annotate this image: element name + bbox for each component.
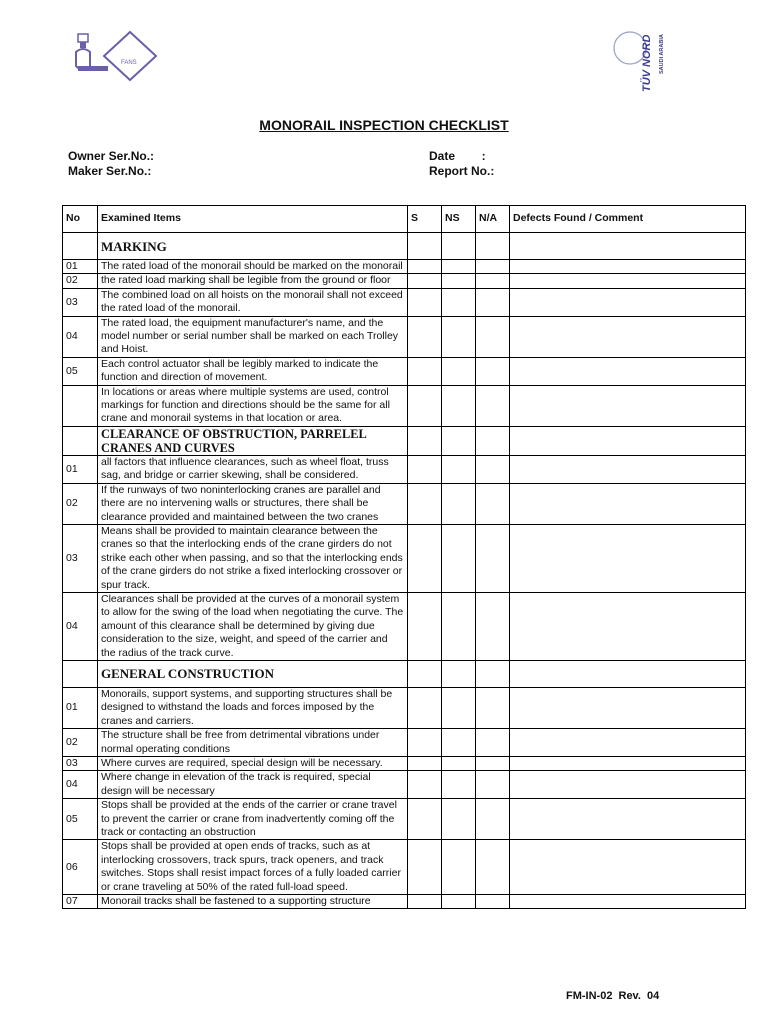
section-no-cell bbox=[63, 660, 98, 687]
examined-item-text: Where curves are required, special design will be necessary. bbox=[98, 757, 408, 771]
defects-comment-cell[interactable] bbox=[510, 687, 746, 728]
date-label: Date : bbox=[429, 149, 486, 163]
section-na-cell bbox=[476, 660, 510, 687]
section-title: MARKING bbox=[98, 233, 408, 260]
inspection-checklist-table bbox=[62, 205, 746, 909]
owner-ser-no-label: Owner Ser.No.: bbox=[68, 149, 155, 163]
table-row bbox=[63, 757, 746, 771]
na-cell[interactable] bbox=[476, 455, 510, 483]
examined-item-text: The combined load on all hoists on the monorail shall not exceed the rated load of the monorail. bbox=[98, 288, 408, 316]
defects-comment-cell[interactable] bbox=[510, 274, 746, 288]
section-row bbox=[63, 233, 746, 260]
defects-comment-cell[interactable] bbox=[510, 260, 746, 274]
ns-cell[interactable] bbox=[442, 757, 476, 771]
defects-comment-cell[interactable] bbox=[510, 895, 746, 909]
examined-item-text: Clearances shall be provided at the curves of a monorail system to allow for the swing of the load when negotiating the curve. The amount of this clearance shall be determined by giving due consideration to the size, weight, and speed of the carrier and the radius of the track curve. bbox=[98, 592, 408, 660]
ns-cell[interactable] bbox=[442, 840, 476, 895]
section-ns-cell bbox=[442, 660, 476, 687]
section-defects-cell bbox=[510, 660, 746, 687]
defects-comment-cell[interactable] bbox=[510, 840, 746, 895]
table-row bbox=[63, 729, 746, 757]
table-row bbox=[63, 895, 746, 909]
table-row bbox=[63, 274, 746, 288]
checklist-body bbox=[63, 233, 746, 909]
examined-item-text: the rated load marking shall be legible from the ground or floor bbox=[98, 274, 408, 288]
row-number: 06 bbox=[63, 840, 98, 895]
ns-cell[interactable] bbox=[442, 592, 476, 660]
s-cell[interactable] bbox=[408, 799, 442, 840]
s-cell[interactable] bbox=[408, 274, 442, 288]
s-cell[interactable] bbox=[408, 260, 442, 274]
s-cell[interactable] bbox=[408, 385, 442, 426]
table-row bbox=[63, 840, 746, 895]
report-no-label: Report No.: bbox=[429, 164, 495, 178]
s-cell[interactable] bbox=[408, 729, 442, 757]
header-s: S bbox=[408, 206, 442, 233]
maker-ser-no-label: Maker Ser.No.: bbox=[68, 164, 152, 178]
row-number bbox=[63, 385, 98, 426]
na-cell[interactable] bbox=[476, 316, 510, 357]
examined-item-text: all factors that influence clearances, such as wheel float, truss sag, and bridge or carrier skewing, shall be considered. bbox=[98, 455, 408, 483]
na-cell[interactable] bbox=[476, 757, 510, 771]
na-cell[interactable] bbox=[476, 274, 510, 288]
row-number: 02 bbox=[63, 483, 98, 524]
na-cell[interactable] bbox=[476, 592, 510, 660]
row-number: 01 bbox=[63, 455, 98, 483]
table-row bbox=[63, 260, 746, 274]
table-row bbox=[63, 385, 746, 426]
ns-cell[interactable] bbox=[442, 357, 476, 385]
header-defects: Defects Found / Comment bbox=[510, 206, 746, 233]
row-number: 03 bbox=[63, 524, 98, 592]
header-ns: NS bbox=[442, 206, 476, 233]
row-number: 04 bbox=[63, 316, 98, 357]
na-cell[interactable] bbox=[476, 729, 510, 757]
na-cell[interactable] bbox=[476, 288, 510, 316]
row-number: 05 bbox=[63, 799, 98, 840]
examined-item-text: The structure shall be free from detrimental vibrations under normal operating conditions bbox=[98, 729, 408, 757]
examined-item-text: Where change in elevation of the track is required, special design will be necessary bbox=[98, 771, 408, 799]
header-na: N/A bbox=[476, 206, 510, 233]
row-number: 02 bbox=[63, 274, 98, 288]
section-no-cell bbox=[63, 426, 98, 455]
ns-cell[interactable] bbox=[442, 729, 476, 757]
s-cell[interactable] bbox=[408, 771, 442, 799]
row-number: 05 bbox=[63, 357, 98, 385]
s-cell[interactable] bbox=[408, 757, 442, 771]
ns-cell[interactable] bbox=[442, 274, 476, 288]
section-title: CLEARANCE OF OBSTRUCTION, PARRELEL CRANES AND CURVES bbox=[98, 426, 408, 455]
defects-comment-cell[interactable] bbox=[510, 771, 746, 799]
table-row bbox=[63, 316, 746, 357]
s-cell[interactable] bbox=[408, 316, 442, 357]
na-cell[interactable] bbox=[476, 385, 510, 426]
row-number: 01 bbox=[63, 687, 98, 728]
na-cell[interactable] bbox=[476, 524, 510, 592]
form-code-footer: FM-IN-02 Rev. 04 bbox=[566, 990, 660, 1002]
s-cell[interactable] bbox=[408, 483, 442, 524]
section-no-cell bbox=[63, 233, 98, 260]
section-row bbox=[63, 426, 746, 455]
s-cell[interactable] bbox=[408, 455, 442, 483]
ns-cell[interactable] bbox=[442, 524, 476, 592]
section-ns-cell bbox=[442, 233, 476, 260]
defects-comment-cell[interactable] bbox=[510, 357, 746, 385]
na-cell[interactable] bbox=[476, 840, 510, 895]
defects-comment-cell[interactable] bbox=[510, 385, 746, 426]
section-s-cell bbox=[408, 660, 442, 687]
table-row bbox=[63, 771, 746, 799]
serial-fields bbox=[68, 149, 154, 179]
section-s-cell bbox=[408, 233, 442, 260]
tamimi-logo-icon bbox=[68, 26, 160, 86]
na-cell[interactable] bbox=[476, 260, 510, 274]
defects-comment-cell[interactable] bbox=[510, 729, 746, 757]
section-s-cell bbox=[408, 426, 442, 455]
company-logo-left bbox=[68, 26, 160, 86]
s-cell[interactable] bbox=[408, 592, 442, 660]
header-no: No bbox=[63, 206, 98, 233]
defects-comment-cell[interactable] bbox=[510, 524, 746, 592]
examined-item-text: Stops shall be provided at open ends of tracks, such as at interlocking crossovers, track spurs, track openers, and track switches. Stops shall resist impact forces of a fully loaded carrier or crane traveling at 50% of the rated full-load speed. bbox=[98, 840, 408, 895]
na-cell[interactable] bbox=[476, 771, 510, 799]
section-row bbox=[63, 660, 746, 687]
tuv-nord-logo-icon bbox=[600, 26, 670, 96]
ns-cell[interactable] bbox=[442, 483, 476, 524]
section-defects-cell bbox=[510, 233, 746, 260]
row-number: 02 bbox=[63, 729, 98, 757]
ns-cell[interactable] bbox=[442, 385, 476, 426]
logo-left-text: FANS bbox=[121, 60, 137, 66]
table-header-row bbox=[63, 206, 746, 233]
report-fields bbox=[429, 149, 494, 179]
section-title: GENERAL CONSTRUCTION bbox=[98, 660, 408, 687]
table-row bbox=[63, 592, 746, 660]
table-row bbox=[63, 799, 746, 840]
examined-item-text: The rated load, the equipment manufacturer's name, and the model number or serial number shall be marked on each Trolley and Hoist. bbox=[98, 316, 408, 357]
row-number: 01 bbox=[63, 260, 98, 274]
defects-comment-cell[interactable] bbox=[510, 483, 746, 524]
s-cell[interactable] bbox=[408, 840, 442, 895]
examined-item-text: Monorail tracks shall be fastened to a supporting structure bbox=[98, 895, 408, 909]
s-cell[interactable] bbox=[408, 524, 442, 592]
na-cell[interactable] bbox=[476, 687, 510, 728]
defects-comment-cell[interactable] bbox=[510, 316, 746, 357]
row-number: 04 bbox=[63, 771, 98, 799]
na-cell[interactable] bbox=[476, 483, 510, 524]
examined-item-text: Means shall be provided to maintain clearance between the cranes so that the interlocking ends of the crane girders do not strike each other when passing, and so that the interlocking ends of the crane girders do not strike a fixed interlocking crossover or spur track. bbox=[98, 524, 408, 592]
s-cell[interactable] bbox=[408, 895, 442, 909]
table-row bbox=[63, 357, 746, 385]
section-defects-cell bbox=[510, 426, 746, 455]
defects-comment-cell[interactable] bbox=[510, 799, 746, 840]
ns-cell[interactable] bbox=[442, 687, 476, 728]
table-row bbox=[63, 288, 746, 316]
examined-item-text: Monorails, support systems, and supporting structures shall be designed to withstand the loads and forces imposed by the cranes and carriers. bbox=[98, 687, 408, 728]
table-row bbox=[63, 455, 746, 483]
header-examined-items: Examined Items bbox=[98, 206, 408, 233]
row-number: 03 bbox=[63, 757, 98, 771]
logo-right-subtext: SAUDI ARABIA bbox=[659, 34, 665, 74]
section-ns-cell bbox=[442, 426, 476, 455]
logo-right-text: TÜV NORD bbox=[641, 34, 653, 92]
examined-item-text: The rated load of the monorail should be marked on the monorail bbox=[98, 260, 408, 274]
table-row bbox=[63, 687, 746, 728]
ns-cell[interactable] bbox=[442, 455, 476, 483]
section-na-cell bbox=[476, 233, 510, 260]
ns-cell[interactable] bbox=[442, 895, 476, 909]
company-logo-right bbox=[600, 26, 670, 96]
defects-comment-cell[interactable] bbox=[510, 592, 746, 660]
defects-comment-cell[interactable] bbox=[510, 757, 746, 771]
row-number: 07 bbox=[63, 895, 98, 909]
defects-comment-cell[interactable] bbox=[510, 288, 746, 316]
examined-item-text: In locations or areas where multiple systems are used, control markings for function and directions should be the same for all crane and monorail systems in that location or area. bbox=[98, 385, 408, 426]
na-cell[interactable] bbox=[476, 357, 510, 385]
s-cell[interactable] bbox=[408, 288, 442, 316]
ns-cell[interactable] bbox=[442, 799, 476, 840]
page-title: MONORAIL INSPECTION CHECKLIST bbox=[259, 117, 509, 133]
s-cell[interactable] bbox=[408, 357, 442, 385]
ns-cell[interactable] bbox=[442, 260, 476, 274]
ns-cell[interactable] bbox=[442, 771, 476, 799]
row-number: 04 bbox=[63, 592, 98, 660]
na-cell[interactable] bbox=[476, 895, 510, 909]
table-row bbox=[63, 483, 746, 524]
defects-comment-cell[interactable] bbox=[510, 455, 746, 483]
table-row bbox=[63, 524, 746, 592]
na-cell[interactable] bbox=[476, 799, 510, 840]
ns-cell[interactable] bbox=[442, 316, 476, 357]
examined-item-text: Stops shall be provided at the ends of the carrier or crane travel to prevent the carrier or crane from inadvertently coming off the track or contacting an obstruction bbox=[98, 799, 408, 840]
examined-item-text: If the runways of two noninterlocking cranes are parallel and there are no intervening walls or structures, there shall be clearance provided and maintained between the two cranes bbox=[98, 483, 408, 524]
ns-cell[interactable] bbox=[442, 288, 476, 316]
examined-item-text: Each control actuator shall be legibly marked to indicate the function and direction of movement. bbox=[98, 357, 408, 385]
section-na-cell bbox=[476, 426, 510, 455]
row-number: 03 bbox=[63, 288, 98, 316]
s-cell[interactable] bbox=[408, 687, 442, 728]
